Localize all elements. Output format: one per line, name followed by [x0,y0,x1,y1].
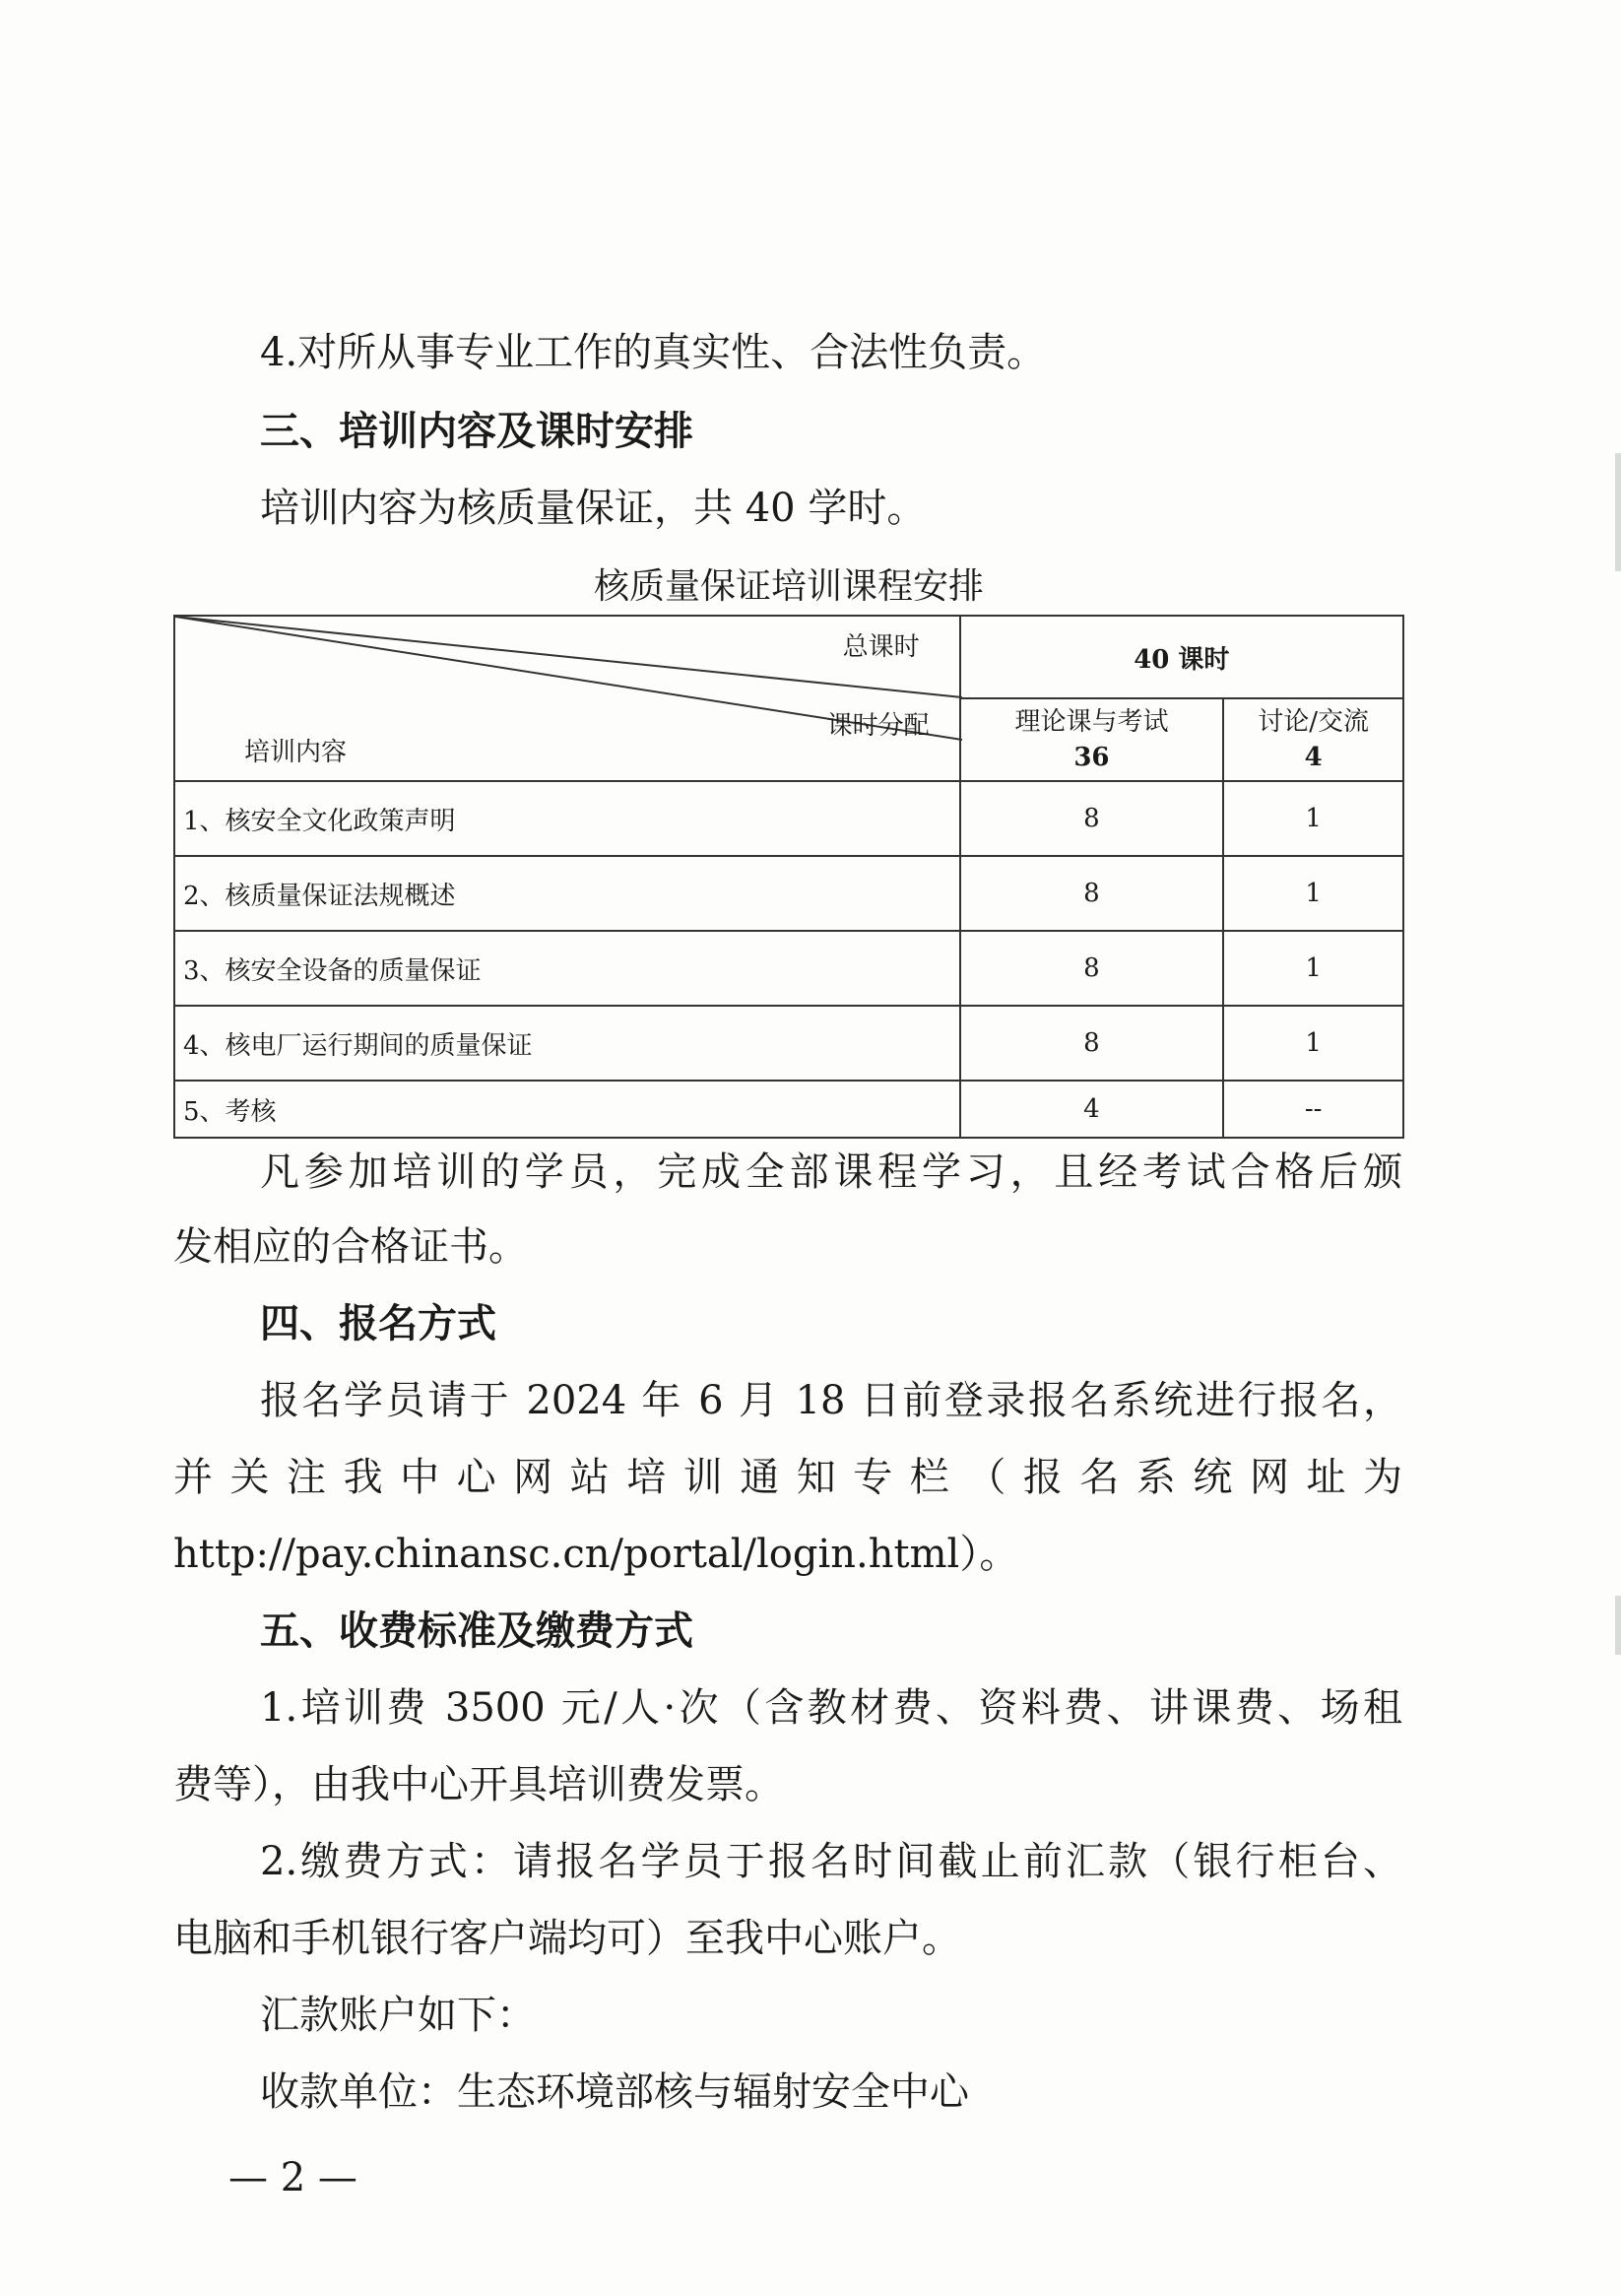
course-name: 2、核质量保证法规概述 [174,856,960,931]
paragraph-fee-line-2: 费等），由我中心开具培训费发票。 [173,1762,784,1807]
discussion-hours: 1 [1223,931,1403,1006]
paragraph-registration-line-1: 报名学员请于 2024 年 6 月 18 日前登录报名系统进行报名， [260,1378,1402,1423]
theory-hours: 8 [960,856,1224,931]
paragraph-payment-line-1: 2.缴费方式：请报名学员于报名时间截止前汇款（银行柜台、 [260,1839,1402,1884]
theory-hours: 8 [960,931,1224,1006]
discussion-hours: 1 [1223,781,1403,856]
discussion-label: 讨论/交流 [1258,707,1369,737]
table-row [174,931,1403,1006]
course-schedule-table [173,615,1404,1139]
scan-edge-mark [1615,453,1621,571]
paragraph-item-4: 4.对所从事专业工作的真实性、合法性负责。 [260,330,1047,375]
paragraph-registration-line-2: 并关注我中心网站培训通知专栏（报名系统网址为 [173,1455,1402,1500]
page-number: — 2 — [228,2155,357,2200]
section-heading-3: 三、培训内容及课时安排 [260,409,693,454]
section-heading-4: 四、报名方式 [260,1301,496,1346]
theory-hours: 8 [960,781,1224,856]
section-heading-5: 五、收费标准及缴费方式 [260,1608,693,1654]
header-allocation-label: 课时分配 [826,711,930,741]
discussion-hours: 1 [1223,856,1403,931]
table-row [174,781,1403,856]
table-row [174,1081,1403,1138]
table-row [174,856,1403,931]
paragraph-payment-line-2: 电脑和手机银行客户端均可）至我中心账户。 [173,1916,961,1961]
header-content-label: 培训内容 [244,738,348,767]
discussion-hours: -- [1223,1081,1403,1138]
registration-url: http://pay.chinansc.cn/portal/login.html）。 [173,1532,1019,1577]
header-total-hours-label: 总课时 [842,632,920,662]
total-hours-cell: 40 课时 [960,616,1403,698]
discussion-hours: 1 [1223,1006,1403,1081]
table-caption: 核质量保证培训课程安排 [593,566,984,607]
theory-hours: 8 [960,1006,1224,1081]
theory-label: 理论课与考试 [1014,707,1169,737]
paragraph-certificate-line-1: 凡参加培训的学员，完成全部课程学习，且经考试合格后颁 [260,1149,1402,1195]
discussion-total: 4 [1304,743,1323,772]
course-name: 1、核安全文化政策声明 [174,781,960,856]
discussion-header-cell [1223,698,1403,781]
paragraph-payee: 收款单位：生态环境部核与辐射安全中心 [260,2069,969,2115]
theory-total: 36 [1073,743,1110,772]
theory-header-cell [960,698,1224,781]
theory-hours: 4 [960,1081,1224,1138]
paragraph-fee-line-1: 1.培训费 3500 元/人·次（含教材费、资料费、讲课费、场租 [260,1685,1402,1731]
table-row [174,1006,1403,1081]
paragraph-remittance-account: 汇款账户如下： [260,1993,536,2038]
course-name: 3、核安全设备的质量保证 [174,931,960,1006]
scan-edge-mark [1615,1596,1621,1655]
diagonal-header-cell [174,616,960,781]
paragraph-training-content: 培训内容为核质量保证，共 40 学时。 [260,486,927,531]
paragraph-certificate-line-2: 发相应的合格证书。 [173,1224,528,1270]
course-name: 4、核电厂运行期间的质量保证 [174,1006,960,1081]
course-name: 5、考核 [174,1081,960,1138]
